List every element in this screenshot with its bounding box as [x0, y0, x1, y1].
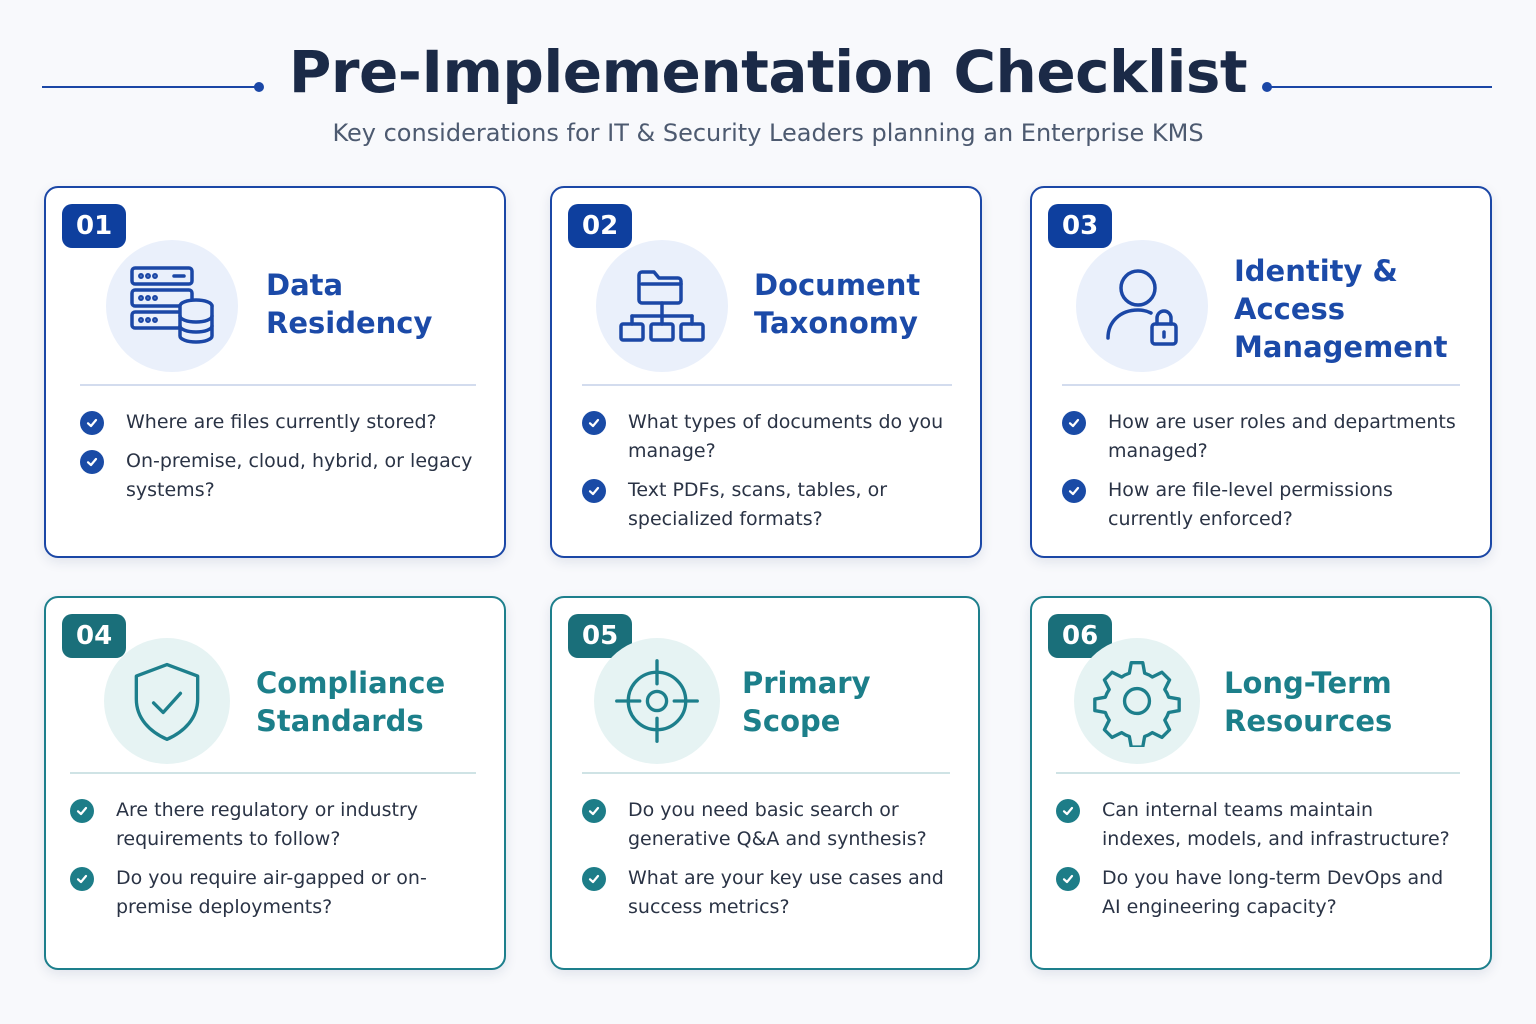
check-circle-icon [582, 479, 606, 503]
card-number-badge: 05 [568, 614, 632, 658]
card-icon-circle [106, 240, 238, 372]
card-checklist [582, 796, 962, 932]
checklist-item-text: Do you have long-term DevOps and AI engineering capacity? [1102, 867, 1444, 918]
check-circle-icon [1056, 799, 1080, 823]
card-long-term-resources [1030, 596, 1492, 970]
checklist-item-text: Where are files currently stored? [126, 411, 437, 433]
card-title: Compliance Standards [256, 666, 446, 738]
card-icon-circle [594, 638, 720, 764]
checklist-item [1062, 408, 1462, 466]
card-divider [1056, 772, 1460, 774]
page-title: Pre-Implementation Checklist [288, 38, 1248, 106]
card-identity-access [1030, 186, 1492, 558]
card-title: Document Taxonomy [754, 268, 921, 340]
card-number-badge: 03 [1048, 204, 1112, 248]
checklist-item [1062, 476, 1462, 534]
check-circle-icon [70, 867, 94, 891]
checklist-item-text: How are user roles and departments managed? [1108, 411, 1456, 462]
card-data-residency [44, 186, 506, 558]
card-document-taxonomy [550, 186, 982, 558]
server-database-icon [124, 258, 220, 354]
folder-hierarchy-icon [614, 258, 710, 354]
card-divider [582, 772, 950, 774]
check-circle-icon [1062, 411, 1086, 435]
checklist-item-text: Do you need basic search or generative Q&A and synthesis? [628, 799, 927, 850]
card-divider [80, 384, 476, 386]
card-number-badge: 02 [568, 204, 632, 248]
check-circle-icon [1056, 867, 1080, 891]
checklist-item-text: How are file-level permissions currently enforced? [1108, 479, 1393, 530]
check-circle-icon [582, 867, 606, 891]
card-title: Long-Term Resources [1224, 666, 1393, 738]
check-circle-icon [582, 799, 606, 823]
card-divider [70, 772, 476, 774]
checklist-item [582, 796, 962, 854]
card-divider [582, 384, 952, 386]
checklist-item [1056, 796, 1456, 854]
checklist-item [70, 796, 470, 854]
card-number-badge: 01 [62, 204, 126, 248]
checklist-item [80, 447, 480, 505]
card-title: Primary Scope [742, 666, 871, 738]
check-circle-icon [582, 411, 606, 435]
card-checklist [1062, 408, 1462, 544]
page-subtitle: Key considerations for IT & Security Leaders planning an Enterprise KMS [332, 119, 1204, 147]
check-circle-icon [80, 411, 104, 435]
checklist-item-text: Can internal teams maintain indexes, models, and infrastructure? [1102, 799, 1450, 850]
card-divider [1062, 384, 1460, 386]
shield-check-icon [121, 655, 213, 747]
checklist-item-text: Do you require air-gapped or on-premise deployments? [116, 867, 427, 918]
card-icon-circle [596, 240, 728, 372]
card-title: Data Residency [266, 268, 433, 340]
checklist-item-text: Text PDFs, scans, tables, or specialized formats? [628, 479, 888, 530]
card-checklist [80, 408, 480, 515]
checklist-item [582, 864, 962, 922]
card-icon-circle [1074, 638, 1200, 764]
user-lock-icon [1094, 258, 1190, 354]
card-icon-circle [104, 638, 230, 764]
check-circle-icon [1062, 479, 1086, 503]
check-circle-icon [70, 799, 94, 823]
checklist-item [80, 408, 480, 437]
target-icon [611, 655, 703, 747]
card-number-badge: 04 [62, 614, 126, 658]
check-circle-icon [80, 450, 104, 474]
card-icon-circle [1076, 240, 1208, 372]
card-title: Identity & Access Management [1234, 254, 1448, 364]
card-checklist [582, 408, 952, 544]
checklist-item [582, 476, 952, 534]
checklist-item-text: What types of documents do you manage? [628, 411, 944, 462]
checklist-item-text: What are your key use cases and success metrics? [628, 867, 944, 918]
card-checklist [1056, 796, 1456, 932]
checklist-item [582, 408, 952, 466]
checklist-item [1056, 864, 1456, 922]
checklist-item-text: Are there regulatory or industry requirements to follow? [116, 799, 419, 850]
card-compliance-standards [44, 596, 506, 970]
checklist-item-text: On-premise, cloud, hybrid, or legacy systems? [126, 450, 473, 501]
card-number-badge: 06 [1048, 614, 1112, 658]
checklist-item [70, 864, 470, 922]
card-primary-scope [550, 596, 980, 970]
gear-icon [1091, 655, 1183, 747]
card-checklist [70, 796, 470, 932]
